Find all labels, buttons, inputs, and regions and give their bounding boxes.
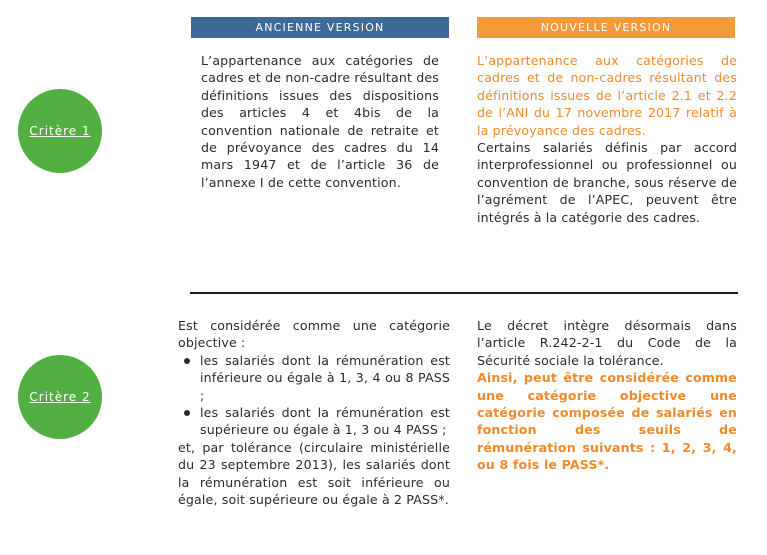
criterion-2-new-highlight: Ainsi, peut être considérée comme une catégorie objective une catégorie composée de salariés en fonction des seuils de rémunération suivants : 1, 2, 3, 4, ou 8 fois le PASS*. — [477, 370, 737, 473]
criterion-1-new-paragraph: Certains salariés définis par accord interprofessionnel ou professionnel ou convention de branche, sous réserve de l’agrément de l’APEC, peuvent être intégrés à la catégorie des cadres. — [477, 140, 737, 225]
criterion-2-badge — [18, 355, 102, 439]
criterion-1-old-paragraph: L’appartenance aux catégories de cadres et de non-cadre résultant des définitions issues des dispositions des articles 4 et 4bis de la convention nationale de retraite et de prévoyance des cadres du 14 mars 1947 et de l’article 36 de l’annexe I de cette convention. — [201, 53, 439, 190]
criterion-1-old-text — [201, 52, 439, 191]
criterion-2-old-intro: Est considérée comme une catégorie objective : — [178, 318, 450, 351]
criterion-1-new-highlight: L’appartenance aux catégories de cadres et de non-cadres résultant des définitions issues de l’article 2.1 et 2.2 de l’ANI du 17 novembre 2017 relatif à la prévoyance des cadres. — [477, 53, 737, 138]
criterion-2-old-bullets — [178, 352, 450, 439]
criterion-2-new-text — [477, 317, 737, 474]
new-version-header: NOUVELLE VERSION — [477, 17, 735, 38]
criterion-2-label: Critère 2 — [29, 390, 91, 404]
criterion-2-old-bullet-1: les salariés dont la rémunération est inférieure ou égale à 1, 3, 4 ou 8 PASS ; — [178, 352, 450, 404]
criterion-1-new-text — [477, 52, 737, 226]
criterion-2-old-outro: et, par tolérance (circulaire ministérielle du 23 septembre 2013), les salariés dont la rémunération est soit inférieure ou égale, soit supérieure ou égale à 2 PASS*. — [178, 439, 450, 508]
criterion-2-new-paragraph: Le décret intègre désormais dans l’article R.242-2-1 du Code de la Sécurité sociale la tolérance. — [477, 318, 737, 368]
criterion-1-label: Critère 1 — [29, 124, 91, 138]
old-version-header: ANCIENNE VERSION — [191, 17, 449, 38]
criterion-2-old-text — [178, 317, 450, 508]
criterion-2-old-bullet-2: les salariés dont la rémunération est supérieure ou égale à 1, 3 ou 4 PASS ; — [178, 404, 450, 439]
row-divider — [190, 292, 738, 294]
criterion-1-badge — [18, 89, 102, 173]
